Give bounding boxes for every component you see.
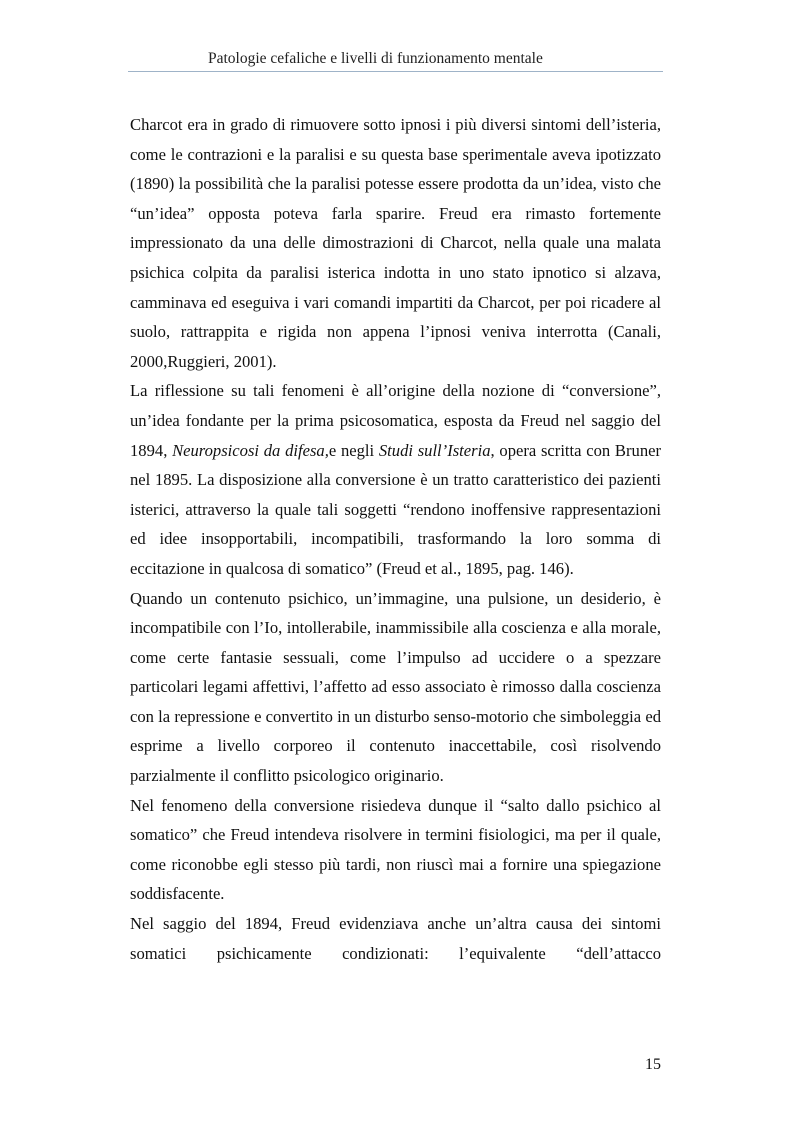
paragraph-4: Nel fenomeno della conversione risiedeva dunque il “salto dallo psichico al somatico” che Freud intendeva risolvere in termini fisiologici, ma per il quale, come riconobbe egli stesso più tardi, non riuscì mai a fornire una spiegazione soddisfacente. — [130, 795, 661, 904]
body-text — [130, 110, 661, 968]
page-number: 15 — [645, 1056, 661, 1073]
paragraph-3: Quando un contenuto psichico, un’immagine, una pulsione, un desiderio, è incompatibile con l’Io, intollerabile, inammissibile alla coscienza e alla morale, come certe fantasie sessuali, come l’impulso ad uccidere o a spezzare particolari legami affettivi, l’affetto ad esso associato è rimosso dalla coscienza con la repressione e convertito in un disturbo senso-motorio che simboleggia ed esprime a livello corporeo il contenuto inaccettabile, così risolvendo parzialmente il conflitto psicologico originario. — [130, 588, 661, 786]
title-studi-isteria: Studi sull’Isteria — [378, 440, 491, 460]
paragraph-5: Nel saggio del 1894, Freud evidenziava anche un’altra causa dei sintomi somatici psichicamente condizionati: l’equivalente “dell’attacco — [130, 914, 661, 963]
running-header — [128, 47, 663, 72]
paragraph-2-text-c: , opera scritta con Bruner nel 1895. La disposizione alla conversione è un tratto caratteristico dei pazienti isterici, attraverso la quale tali soggetti “rendono inoffensive rappresentazioni ed idee insopportabili, incompatibili, trasformando la loro somma di eccitazione in qualcosa di somatico” (Freud et al., 1895, pag. 146). — [130, 440, 662, 578]
paragraph-1: Charcot era in grado di rimuovere sotto ipnosi i più diversi sintomi dell’isteria, come le contrazioni e la paralisi e su questa base sperimentale aveva ipotizzato (1890) la possibilità che la paralisi potesse essere prodotta da un’idea, visto che “un’idea” opposta poteva farla sparire. Freud era rimasto fortemente impressionato da una delle dimostrazioni di Charcot, nella quale una malata psichica colpita da paralisi isterica indotta in uno stato ipnotico si alzava, camminava ed eseguiva i vari comandi impartiti da Charcot, per poi ricadere al suolo, rattrappita e rigida non appena l’ipnosi veniva interrotta (Canali, 2000,Ruggieri, 2001). — [130, 115, 661, 371]
header-title: Patologie cefaliche e livelli di funzionamento mentale — [208, 50, 543, 67]
paragraph-2-text-b: e negli — [328, 440, 379, 460]
paragraph-2-text-a: La riflessione su tali fenomeni è all’origine della nozione di “conversione”, un’idea fondante per la prima psicosomatica, esposta da Freud nel saggio del 1894, — [130, 381, 661, 460]
paragraph-2 — [130, 376, 661, 583]
title-neuropsicosi: Neuropsicosi da difesa, — [172, 440, 329, 460]
